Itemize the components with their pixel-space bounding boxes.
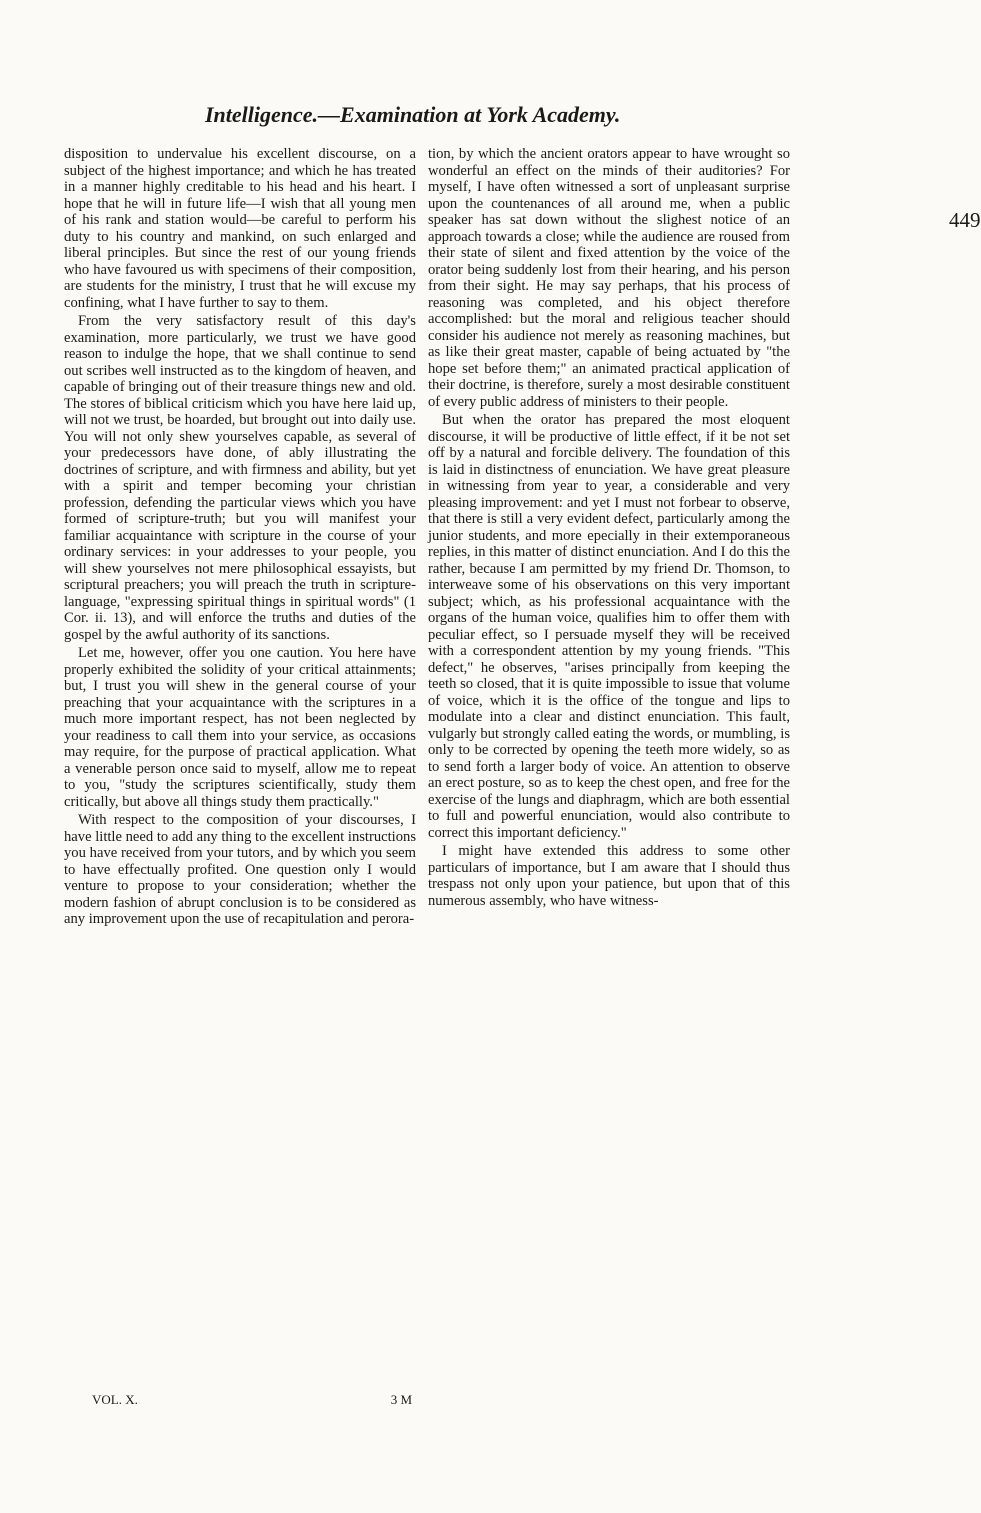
paragraph: From the very satisfactory result of this day's examination, more particularly, we trust we have good reason to indulge the hope, that we shall continue to send out scribes well instructed as to the kingdom of heaven, and capable of bringing out of their treasure things new and old. The stores of biblical criticism which you have here laid up, will not we trust, be hoarded, but brought out into daily use. You will not only shew yourselves capable, as several of your predecessors have done, of ably illustrating the doctrines of scripture, and with firmness and ability, but yet with a spirit and temper becoming your christian profession, defending the particular views which you have formed of scripture-truth; but you will manifest your familiar acquaintance with scripture in the course of your ordinary services: in your addresses to your people, you will shew yourselves not mere philosophical essayists, but scriptural preachers; you will preach the truth in scripture-language, "expressing spiritual things in spiritual words" (1 Cor. ii. 13), and will enforce the truths and duties of the gospel by the awful authority of its sanctions. xyxy=(64,313,416,643)
page-footer xyxy=(92,1392,412,1410)
signature-mark: 3 M xyxy=(390,1392,412,1407)
paragraph: disposition to undervalue his excellent discourse, on a subject of the highest importance; and which he has treated in a manner highly creditable to his head and his heart. I hope that he will in future life—I wish that all young men of his rank and station would—be careful to perform his duty to his country and mankind, on such enlarged and liberal principles. But since the rest of our young friends who have favoured us with specimens of their composition, are students for the ministry, I trust that he will excuse my confining, what I have further to say to them. xyxy=(64,146,416,311)
paragraph: But when the orator has prepared the most eloquent discourse, it will be productive of little effect, if it be not set off by a natural and forcible delivery. The foundation of this is laid in distinctness of enunciation. We have great pleasure in witnessing from year to year, a considerable and very pleasing improvement: and yet I must not forbear to observe, that there is still a very evident defect, particularly among the junior students, and more epecially in their extemporaneous replies, in this matter of distinct enunciation. And I do this the rather, because I am permitted by my friend Dr. Thomson, to interweave some of his observations on this very important subject; which, as his professional acquaintance with the organs of the human voice, qualifies him to offer them with peculiar effect, so I persuade myself they will be received with a correspondent attention by my young friends. "This defect," he observes, "arises principally from keeping the teeth so closed, that it is quite impossible to issue that volume of voice, which it is the office of the tongue and lips to modulate into a clear and distinct enunciation. This fault, vulgarly but strongly called eating the words, or mumbling, is only to be corrected by opening the teeth more widely, so as to send forth a larger body of voice. An attention to observe an erect posture, so as to keep the chest open, and free for the exercise of the lungs and diaphragm, which are both essential to full and powerful enunciation, would also contribute to correct this important deficiency." xyxy=(428,412,790,841)
paragraph: Let me, however, offer you one caution. You here have properly exhibited the solidity of your critical attainments; but, I trust you will shew in the general course of your preaching that your acquaintance with the scriptures in a much more important respect, has not been neglected by your readiness to call them into your service, as occasions may require, for the purpose of practical application. What a venerable person once said to myself, allow me to repeat to you, "study the scriptures scientifically, study them critically, but above all things study them practically." xyxy=(64,645,416,810)
running-head xyxy=(205,102,981,232)
paragraph: I might have extended this address to some other particulars of importance, but I am aware that I should thus trespass not only upon your patience, but upon that of this numerous assembly, who have witness- xyxy=(428,843,790,909)
volume-label: VOL. X. xyxy=(92,1392,138,1407)
paragraph: tion, by which the ancient orators appear to have wrought so wonderful an effect on the minds of their auditories? For myself, I have often witnessed a sort of unpleasant surprise upon the countenances of all around me, when a public speaker has sat down without the slighest notice of an approach towards a close; while the audience are roused from their state of silent and fixed attention by the voice of the orator being suddenly lost from their hearing, and his person from their sight. He may say perhaps, that his process of reasoning was completed, and his object therefore accomplished: but the moral and religious teacher should consider his audience not merely as reasoning machines, but as like their great master, capable of being actuated by "the hope set before them;" an animated practical application of their doctrine, is therefore, surely a most desirable constituent of every public address of ministers to their people. xyxy=(428,146,790,410)
right-column xyxy=(428,146,790,1386)
running-title: Intelligence.—Examination at York Academy. xyxy=(205,102,621,127)
left-column xyxy=(64,146,416,1386)
page-number: 449 xyxy=(949,208,981,232)
paragraph: With respect to the composition of your discourses, I have little need to add any thing to the excellent instructions you have received from your tutors, and by which you seem to have effectually profited. One question only I would venture to propose to your consideration; whether the modern fashion of abrupt conclusion is to be considered as any improvement upon the use of recapitulation and perora- xyxy=(64,812,416,927)
